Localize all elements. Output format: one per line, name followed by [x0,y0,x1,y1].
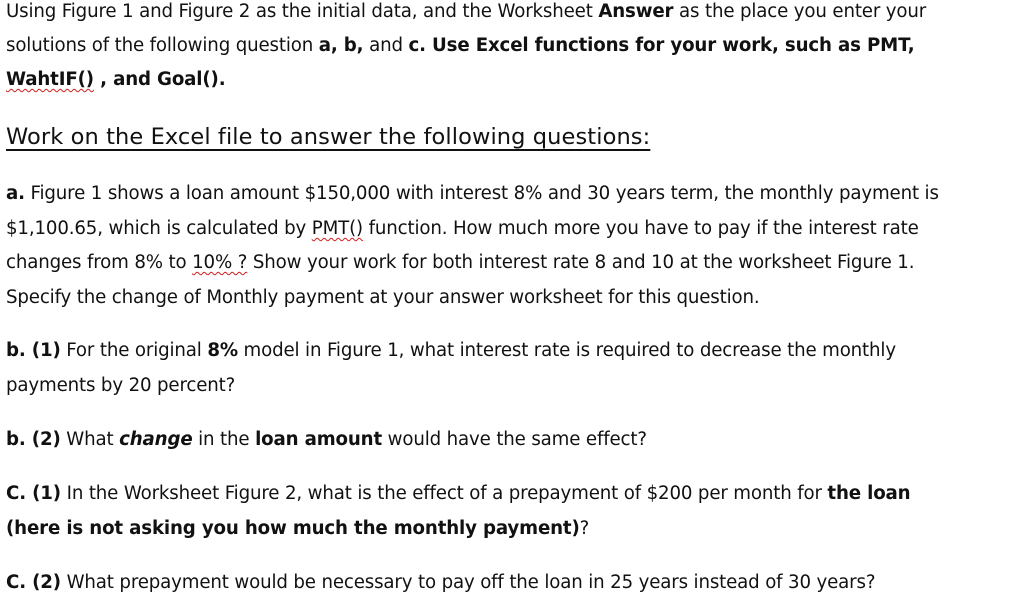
misspelled-word: WahtIF() [6,69,94,90]
question-c2-label: C. (2) [6,572,61,593]
intro-line-3: WahtIF() , and Goal(). [6,69,226,90]
question-c2: C. (2) What prepayment would be necessary to pay off the loan in 25 years instead of 30 years? [6,572,876,593]
question-c1-label: C. (1) [6,483,61,504]
flagged-word: 10% ? [192,252,248,273]
question-a-line-4: Specify the change of Monthly payment at your answer worksheet for this question. [6,287,760,308]
question-b1-line-1: b. (1) For the original 8% model in Figure 1, what interest rate is required to decrease the monthly [6,340,896,361]
intro-line-1: Using Figure 1 and Figure 2 as the initial data, and the Worksheet Answer as the place you enter your [6,1,927,22]
intro-line-2: solutions of the following question a, b, and c. Use Excel functions for your work, such as PMT, [6,35,915,56]
flagged-word: PMT() [311,218,363,239]
question-c1-line-2: (here is not asking you how much the monthly payment)? [6,518,590,539]
question-b2: b. (2) What change in the loan amount would have the same effect? [6,429,647,450]
section-heading: Work on the Excel file to answer the following questions: [6,124,651,150]
question-a-line-2: $1,100.65, which is calculated by PMT() function. How much more you have to pay if the interest rate [6,218,919,239]
question-b1-line-2: payments by 20 percent? [6,375,236,396]
question-a-line-1: a. Figure 1 shows a loan amount $150,000 with interest 8% and 30 years term, the monthly payment is [6,183,939,204]
question-c1-line-1: C. (1) In the Worksheet Figure 2, what is the effect of a prepayment of $200 per month for the loan [6,483,911,504]
question-b1-label: b. (1) [6,340,61,361]
question-a-line-3: changes from 8% to 10% ? Show your work for both interest rate 8 and 10 at the worksheet Figure 1. [6,252,915,273]
question-b2-label: b. (2) [6,429,61,450]
question-a-label: a. [6,183,25,204]
